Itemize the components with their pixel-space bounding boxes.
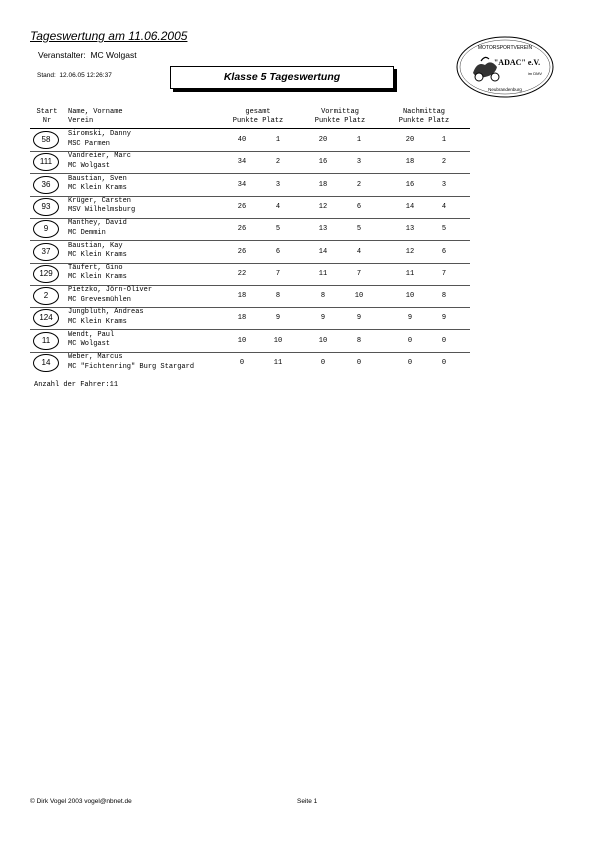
rider-name: Baustian, Sven (68, 174, 127, 183)
total-place: 4 (275, 202, 281, 211)
morning-place: 4 (356, 247, 362, 256)
total-points: 34 (237, 180, 247, 189)
total-place: 8 (275, 292, 281, 301)
total-place: 9 (275, 314, 281, 323)
start-number-badge: 93 (33, 198, 59, 216)
rider-name: Krüger, Carsten (68, 196, 132, 205)
footer-copyright: © Dirk Vogel 2003 vogel@nbnet.de (30, 798, 132, 805)
stand-line (37, 72, 112, 79)
afternoon-points: 18 (405, 158, 415, 167)
col-name-label: Name, Vorname (68, 108, 123, 116)
total-points: 40 (237, 136, 247, 144)
organizer-label: Veranstalter: (38, 50, 86, 60)
rider-club: MC Grevesmühlen (68, 295, 132, 304)
class-title-box (170, 66, 394, 89)
rider-cell (68, 197, 135, 216)
afternoon-place: 7 (441, 269, 447, 278)
rider-name: Baustian, Kay (68, 241, 123, 250)
total-points: 18 (237, 292, 247, 301)
morning-points: 18 (318, 180, 328, 189)
col-header-afternoon (391, 108, 457, 126)
morning-points: 8 (320, 292, 326, 301)
class-title: Klasse 5 Tageswertung (223, 71, 341, 83)
afternoon-points: 9 (407, 314, 413, 323)
col-nr-label: Nr (42, 117, 52, 125)
afternoon-points: 16 (405, 180, 415, 189)
total-place: 7 (275, 269, 281, 278)
rider-name: Pietzko, Jörn-Oliver (68, 286, 153, 295)
col-header-start (30, 108, 64, 126)
logo-emblem-icon (455, 35, 555, 99)
total-place: 6 (275, 247, 281, 256)
morning-place: 1 (356, 136, 362, 144)
morning-place: 5 (356, 225, 362, 234)
col-morning-place: Platz (344, 117, 366, 125)
total-points: 22 (237, 269, 247, 278)
morning-points: 0 (320, 359, 326, 367)
page-title: Tageswertung am 11.06.2005 (30, 29, 188, 43)
logo-bottom: Neubrandenburg (488, 87, 522, 92)
col-header-total (225, 108, 291, 126)
afternoon-points: 10 (405, 292, 415, 301)
afternoon-place: 9 (441, 314, 447, 323)
start-number-badge: 9 (33, 220, 59, 238)
afternoon-points: 0 (407, 359, 413, 367)
start-number-badge: 37 (33, 243, 59, 261)
morning-place: 7 (356, 269, 362, 278)
afternoon-points: 13 (405, 225, 415, 234)
afternoon-points: 14 (405, 202, 415, 211)
morning-points: 14 (318, 247, 328, 256)
table-row (30, 352, 470, 374)
col-morning-label: Vormittag (321, 108, 359, 116)
total-place: 5 (275, 225, 281, 234)
table-row (30, 174, 470, 196)
col-total-label: gesamt (245, 108, 271, 116)
col-start-label: Start (36, 108, 58, 116)
start-number-badge: 111 (33, 153, 59, 171)
rider-club: MSC Parmen (68, 139, 111, 148)
start-number-badge: 36 (33, 176, 59, 194)
col-total-place: Platz (262, 117, 284, 125)
col-header-morning (307, 108, 373, 126)
table-row (30, 241, 470, 263)
rider-club: MC "Fichtenring" Burg Stargard (68, 362, 195, 371)
rider-name: Wendt, Paul (68, 330, 115, 339)
total-points: 18 (237, 314, 247, 323)
logo-top-text: MOTORSPORTVEREIN (477, 45, 533, 51)
rider-name: Täufert, Gino (68, 263, 123, 272)
morning-points: 9 (320, 314, 326, 323)
table-row (30, 307, 470, 329)
afternoon-points: 20 (405, 136, 415, 144)
total-points: 26 (237, 247, 247, 256)
start-number-badge: 2 (33, 287, 59, 305)
morning-place: 2 (356, 180, 362, 189)
afternoon-place: 2 (441, 158, 447, 167)
col-afternoon-label: Nachmittag (402, 108, 445, 116)
morning-points: 12 (318, 202, 328, 211)
total-place: 11 (273, 359, 283, 367)
table-row (30, 285, 470, 307)
rider-count-value: 11 (109, 381, 119, 389)
rider-club: MC Klein Krams (68, 273, 127, 282)
total-place: 3 (275, 180, 281, 189)
rider-name: Weber, Marcus (68, 353, 123, 361)
morning-place: 0 (356, 359, 362, 367)
morning-place: 6 (356, 202, 362, 211)
rider-club: MSV Wilhelmsburg (68, 206, 136, 215)
morning-place: 3 (356, 158, 362, 167)
organizer-line (38, 50, 137, 60)
rider-name: Manthey, David (68, 219, 127, 228)
logo-name: "ADAC" e.V. (493, 58, 541, 67)
afternoon-place: 0 (441, 359, 447, 367)
table-row (30, 196, 470, 218)
rider-name: Vandreier, Marc (68, 152, 132, 161)
rider-cell (68, 264, 127, 283)
total-place: 1 (275, 136, 281, 144)
total-points: 0 (239, 359, 245, 367)
total-place: 10 (273, 336, 283, 345)
rider-cell (68, 308, 144, 327)
total-place: 2 (275, 158, 281, 167)
afternoon-place: 4 (441, 202, 447, 211)
rider-cell (68, 152, 131, 171)
afternoon-points: 12 (405, 247, 415, 256)
rider-name: Siromski, Danny (68, 130, 132, 138)
afternoon-place: 6 (441, 247, 447, 256)
table-row (30, 263, 470, 285)
stand-label: Stand: (37, 72, 56, 79)
rider-cell (68, 130, 131, 149)
table-row (30, 129, 470, 151)
rider-club: MC Demmin (68, 228, 106, 237)
rider-count-label: Anzahl der Fahrer: (34, 381, 110, 389)
morning-points: 10 (318, 336, 328, 345)
rider-club: MC Klein Krams (68, 184, 127, 193)
afternoon-points: 0 (407, 336, 413, 345)
rider-club: MC Wolgast (68, 161, 111, 170)
start-number-badge: 124 (33, 309, 59, 327)
col-club-label: Verein (68, 117, 94, 125)
rider-name: Jungbluth, Andreas (68, 308, 144, 317)
rider-club: MC Klein Krams (68, 251, 127, 259)
morning-place: 10 (354, 292, 364, 301)
start-number-badge: 58 (33, 131, 59, 149)
afternoon-place: 8 (441, 292, 447, 301)
rider-cell (68, 219, 127, 238)
morning-points: 13 (318, 225, 328, 234)
rider-cell (68, 353, 194, 372)
morning-place: 8 (356, 336, 362, 345)
total-points: 26 (237, 202, 247, 211)
morning-points: 20 (318, 136, 328, 144)
morning-points: 16 (318, 158, 328, 167)
rider-cell (68, 175, 127, 194)
afternoon-place: 1 (441, 136, 447, 144)
rider-cell (68, 286, 152, 305)
organizer-value: MC Wolgast (90, 50, 137, 60)
start-number-badge: 14 (33, 354, 59, 372)
col-morning-points: Punkte (314, 117, 340, 125)
col-total-points: Punkte (232, 117, 258, 125)
footer-page-number: Seite 1 (297, 798, 318, 805)
rider-cell (68, 242, 127, 261)
start-number-badge: 129 (33, 265, 59, 283)
col-afternoon-place: Platz (428, 117, 450, 125)
total-points: 26 (237, 225, 247, 234)
rider-count (34, 381, 118, 389)
club-logo (455, 35, 555, 99)
table-row (30, 218, 470, 240)
start-number-badge: 11 (33, 332, 59, 350)
total-points: 10 (237, 336, 247, 345)
total-points: 34 (237, 158, 247, 167)
morning-place: 9 (356, 314, 362, 323)
col-afternoon-points: Punkte (398, 117, 424, 125)
rider-cell (68, 331, 114, 350)
afternoon-place: 5 (441, 225, 447, 234)
rider-club: MC Klein Krams (68, 317, 127, 326)
stand-value: 12.06.05 12:26:37 (59, 72, 112, 79)
col-header-name (68, 108, 123, 126)
table-row (30, 151, 470, 173)
afternoon-place: 0 (441, 336, 447, 345)
logo-sub: im DMV (527, 71, 543, 76)
table-row (30, 330, 470, 352)
rider-club: MC Wolgast (68, 340, 111, 349)
morning-points: 11 (318, 269, 328, 278)
afternoon-points: 11 (405, 269, 415, 278)
afternoon-place: 3 (441, 180, 447, 189)
